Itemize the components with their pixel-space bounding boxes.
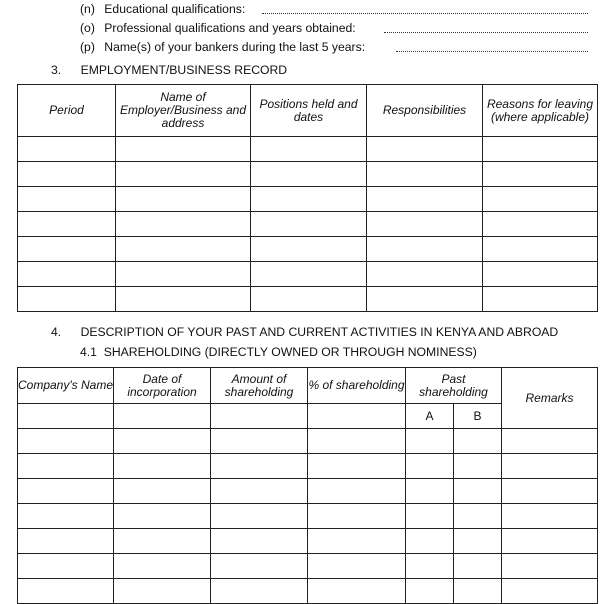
table-cell[interactable]	[483, 262, 598, 287]
table-cell[interactable]	[114, 504, 211, 529]
table-cell[interactable]	[114, 404, 211, 429]
table-row	[18, 212, 598, 237]
col-company-name: Company's Name	[18, 368, 114, 404]
table-cell[interactable]	[454, 554, 502, 579]
table-cell[interactable]	[308, 529, 406, 554]
table-cell[interactable]	[18, 579, 114, 604]
shareholding-table	[17, 367, 598, 604]
table-cell[interactable]	[18, 137, 116, 162]
table-cell[interactable]	[406, 554, 454, 579]
table-cell[interactable]	[18, 212, 116, 237]
table-cell[interactable]	[502, 579, 598, 604]
table-cell[interactable]	[18, 504, 114, 529]
table-cell[interactable]	[18, 287, 116, 312]
table-cell[interactable]	[18, 262, 116, 287]
table-cell[interactable]	[18, 162, 116, 187]
table-cell[interactable]	[308, 429, 406, 454]
table-cell[interactable]	[308, 454, 406, 479]
table-cell[interactable]	[251, 187, 367, 212]
table-cell[interactable]	[308, 479, 406, 504]
section4-heading	[51, 325, 558, 339]
col-past-b: B	[454, 404, 502, 429]
table-cell[interactable]	[502, 429, 598, 454]
table-cell[interactable]	[114, 579, 211, 604]
col-remarks: Remarks	[502, 368, 598, 429]
table-cell[interactable]	[502, 479, 598, 504]
table-cell[interactable]	[502, 554, 598, 579]
table-cell[interactable]	[251, 137, 367, 162]
table-cell[interactable]	[116, 262, 251, 287]
item-n	[80, 2, 245, 16]
table-cell[interactable]	[211, 579, 308, 604]
item-o-answer-line[interactable]	[384, 32, 588, 33]
col-past-a: A	[406, 404, 454, 429]
col-responsibilities: Responsibilities	[367, 85, 483, 137]
table-cell[interactable]	[116, 212, 251, 237]
table-row	[18, 429, 598, 454]
table-row	[18, 187, 598, 212]
table-cell[interactable]	[367, 237, 483, 262]
table-row	[18, 287, 598, 312]
table-cell[interactable]	[211, 504, 308, 529]
table-cell[interactable]	[367, 212, 483, 237]
table-row	[18, 162, 598, 187]
table-cell[interactable]	[18, 237, 116, 262]
table-cell[interactable]	[406, 529, 454, 554]
table-row	[18, 579, 598, 604]
table-cell[interactable]	[114, 529, 211, 554]
table-row	[18, 137, 598, 162]
item-o-label: Professional qualifications and years obtained:	[104, 21, 356, 35]
table-row	[18, 262, 598, 287]
item-o-letter: (o)	[80, 21, 95, 35]
table-cell[interactable]	[251, 212, 367, 237]
table-row	[18, 504, 598, 529]
item-o	[80, 21, 356, 35]
table-cell[interactable]	[211, 554, 308, 579]
table-cell[interactable]	[406, 454, 454, 479]
table-cell[interactable]	[308, 554, 406, 579]
table-cell[interactable]	[454, 529, 502, 554]
table-cell[interactable]	[454, 429, 502, 454]
table-cell[interactable]	[18, 479, 114, 504]
item-p	[80, 40, 365, 54]
section4-number: 4.	[51, 325, 62, 339]
table-cell[interactable]	[483, 237, 598, 262]
table-cell[interactable]	[114, 479, 211, 504]
table-cell[interactable]	[211, 404, 308, 429]
item-n-answer-line[interactable]	[262, 13, 588, 14]
section3-title: EMPLOYMENT/BUSINESS RECORD	[80, 63, 288, 77]
employment-table	[17, 84, 598, 312]
table-cell[interactable]	[211, 529, 308, 554]
col-employer: Name of Employer/Business and address	[116, 85, 251, 137]
table-cell[interactable]	[251, 262, 367, 287]
col-past-shareholding: Past shareholding	[406, 368, 502, 404]
table-cell[interactable]	[116, 162, 251, 187]
table-row	[18, 529, 598, 554]
table-row	[18, 454, 598, 479]
table-cell[interactable]	[502, 529, 598, 554]
col-period: Period	[18, 85, 116, 137]
col-reasons: Reasons for leaving (where applicable)	[483, 85, 598, 137]
table-cell[interactable]	[308, 579, 406, 604]
table-cell[interactable]	[116, 287, 251, 312]
table-cell[interactable]	[114, 554, 211, 579]
table-cell[interactable]	[211, 429, 308, 454]
section4-subheading: 4.1 SHAREHOLDING (DIRECTLY OWNED OR THROUGH NOMINESS)	[80, 345, 477, 359]
table-cell[interactable]	[116, 237, 251, 262]
table-cell[interactable]	[18, 429, 114, 454]
table-cell[interactable]	[406, 579, 454, 604]
table-cell[interactable]	[251, 162, 367, 187]
table-cell[interactable]	[18, 187, 116, 212]
table-cell[interactable]	[308, 404, 406, 429]
table-cell[interactable]	[211, 454, 308, 479]
col-amount-shareholding: Amount of shareholding	[211, 368, 308, 404]
table-row	[18, 554, 598, 579]
section3-number: 3.	[51, 63, 62, 77]
table-cell[interactable]	[18, 404, 114, 429]
table-cell[interactable]	[502, 454, 598, 479]
table-cell[interactable]	[114, 454, 211, 479]
table-cell[interactable]	[367, 262, 483, 287]
item-p-letter: (p)	[80, 40, 95, 54]
table-cell[interactable]	[454, 479, 502, 504]
table-cell[interactable]	[454, 504, 502, 529]
table-cell[interactable]	[483, 162, 598, 187]
table-cell[interactable]	[251, 287, 367, 312]
item-p-answer-line[interactable]	[396, 51, 588, 52]
table-cell[interactable]	[483, 137, 598, 162]
table-cell[interactable]	[308, 504, 406, 529]
table-cell[interactable]	[406, 479, 454, 504]
table-cell[interactable]	[454, 454, 502, 479]
table-cell[interactable]	[18, 529, 114, 554]
table-cell[interactable]	[116, 187, 251, 212]
col-percent-shareholding: % of shareholding	[308, 368, 406, 404]
table-cell[interactable]	[483, 212, 598, 237]
section3-heading	[51, 63, 287, 77]
table-cell[interactable]	[18, 454, 114, 479]
employment-header-row	[18, 85, 598, 137]
col-date-incorporation: Date of incorporation	[114, 368, 211, 404]
table-cell[interactable]	[211, 479, 308, 504]
item-n-label: Educational qualifications:	[104, 2, 246, 16]
table-row	[18, 479, 598, 504]
table-cell[interactable]	[367, 187, 483, 212]
table-cell[interactable]	[114, 429, 211, 454]
table-cell[interactable]	[502, 504, 598, 529]
table-cell[interactable]	[406, 429, 454, 454]
item-n-letter: (n)	[80, 2, 95, 16]
table-cell[interactable]	[367, 137, 483, 162]
table-cell[interactable]	[116, 137, 251, 162]
table-cell[interactable]	[406, 504, 454, 529]
table-cell[interactable]	[483, 187, 598, 212]
table-cell[interactable]	[454, 579, 502, 604]
table-cell[interactable]	[251, 237, 367, 262]
table-cell[interactable]	[367, 162, 483, 187]
table-cell[interactable]	[483, 287, 598, 312]
shareholding-header-row	[18, 368, 598, 404]
table-cell[interactable]	[18, 554, 114, 579]
item-p-label: Name(s) of your bankers during the last 5 years:	[104, 40, 366, 54]
table-row	[18, 237, 598, 262]
section4-title: DESCRIPTION OF YOUR PAST AND CURRENT ACTIVITIES IN KENYA AND ABROAD	[80, 325, 559, 339]
col-positions: Positions held and dates	[251, 85, 367, 137]
table-cell[interactable]	[367, 287, 483, 312]
